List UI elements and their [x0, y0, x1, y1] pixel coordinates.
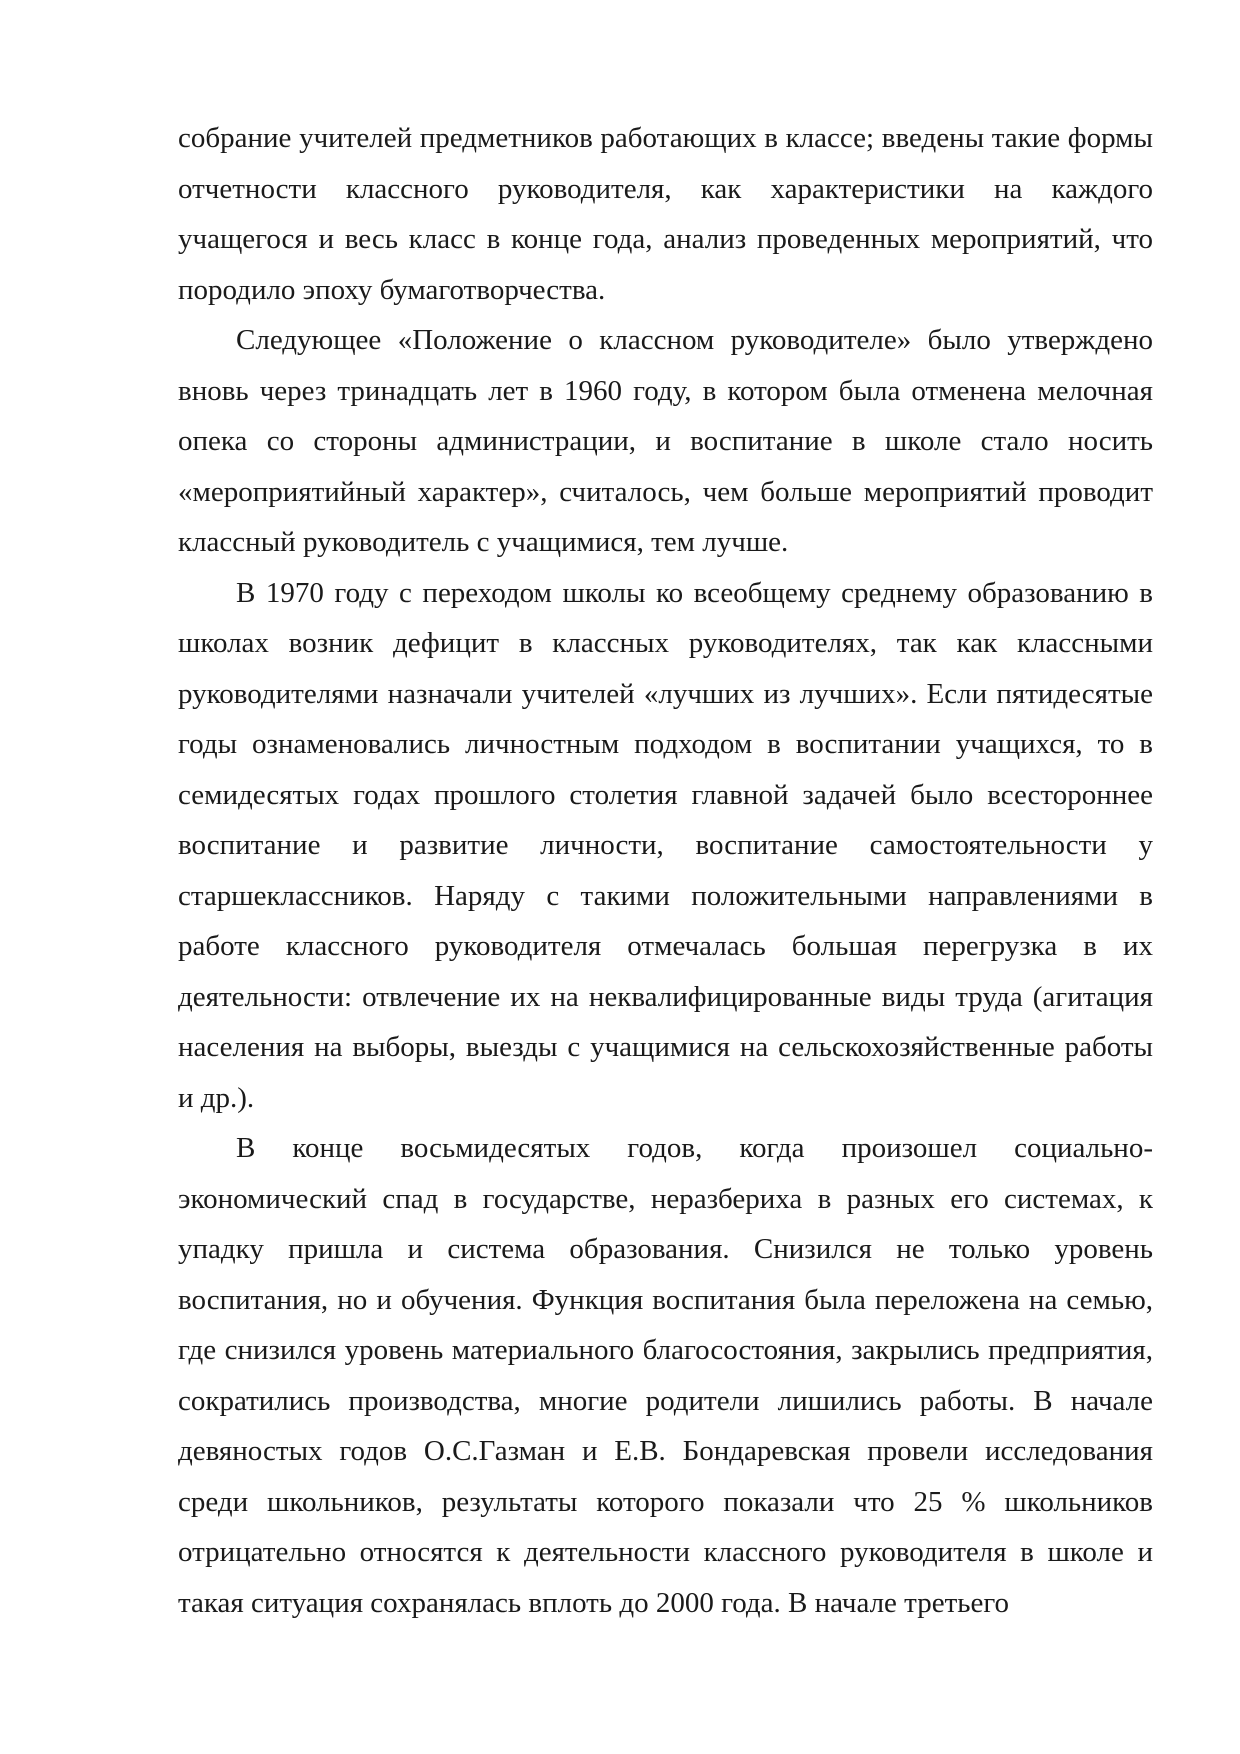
paragraph-4: В конце восьмидесятых годов, когда произошел социально-экономический спад в государстве, неразбериха в разных его системах, к упадку пришла и система образования. Снизился не только уровень воспитания, но и обучения. Функция воспитания была переложена на семью, где снизился уровень материального благосостояния, закрылись предприятия, сократились производства, многие родители лишились работы. В начале девяностых годов О.С.Газман и Е.В. Бондаревская провели исследования среди школьников, результаты которого показали что 25 % школьников отрицательно относятся к деятельности классного руководителя в школе и такая ситуация сохранялась вплоть до 2000 года. В начале третьего [178, 1132, 1153, 1619]
document-body [178, 113, 1153, 1628]
paragraph-3: В 1970 году с переходом школы ко всеобщему среднему образованию в школах возник дефицит в классных руководителях, так как классными руководителями назначали учителей «лучших из лучших». Если пятидесятые годы ознаменовались личностным подходом в воспитании учащихся, то в семидесятых годах прошлого столетия главной задачей было всестороннее воспитание и развитие личности, воспитание самостоятельности у старшеклассников. Наряду с такими положительными направлениями в работе классного руководителя отмечалась большая перегрузка в их деятельности: отвлечение их на неквалифицированные виды труда (агитация населения на выборы, выезды с учащимися на сельскохозяйственные работы и др.). [178, 576, 1153, 1114]
paragraph-2: Следующее «Положение о классном руководителе» было утверждено вновь через тринадцать лет в 1960 году, в котором была отменена мелочная опека со стороны администрации, и воспитание в школе стало носить «мероприятийный характер», считалось, чем больше мероприятий проводит классный руководитель с учащимися, тем лучше. [178, 324, 1153, 558]
paragraph-1: собрание учителей предметников работающих в классе; введены такие формы отчетности классного руководителя, как характеристики на каждого учащегося и весь класс в конце года, анализ проведенных мероприятий, что породило эпоху бумаготворчества. [178, 122, 1153, 306]
